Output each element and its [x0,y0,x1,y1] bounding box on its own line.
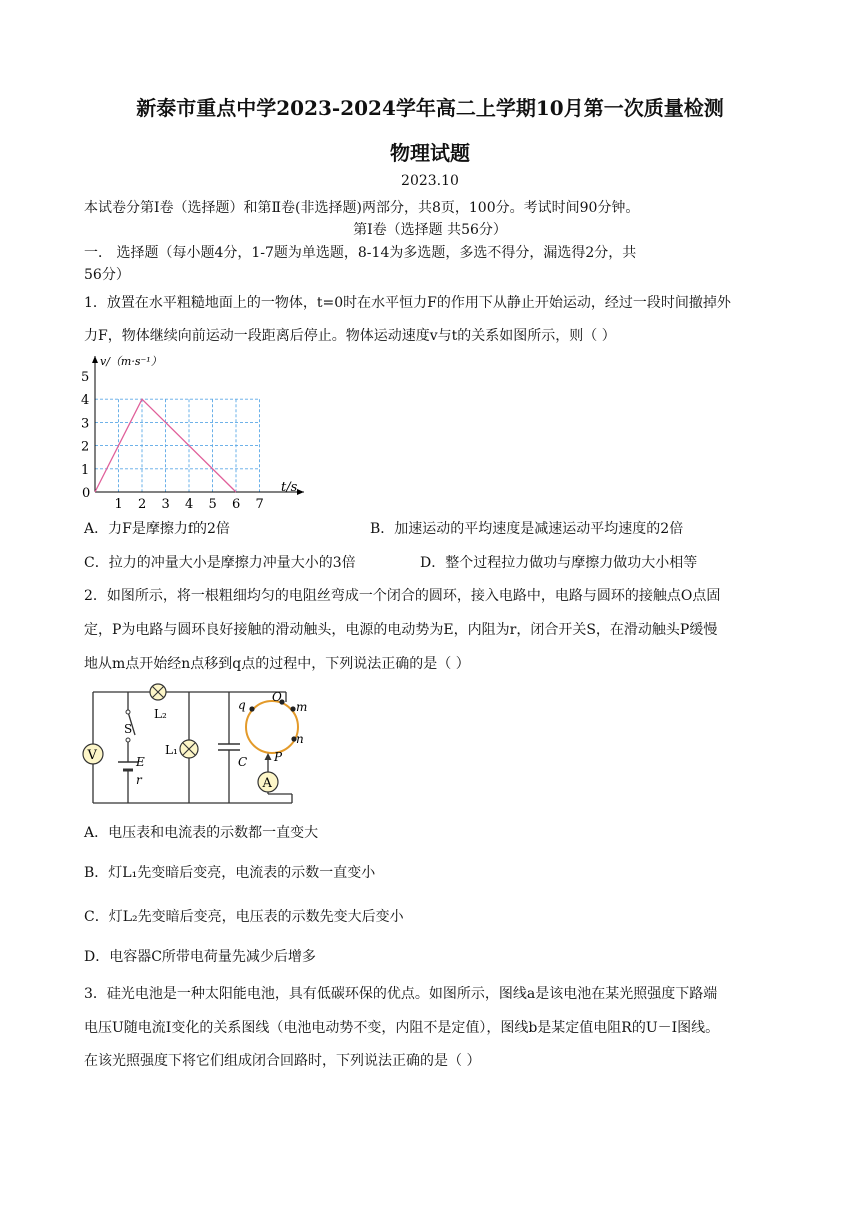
q3-stem-line3: 在该光照强度下将它们组成闭合回路时，下列说法正确的是（ ） [84,1053,481,1069]
q2-stem-line3: 地从m点开始经n点移到q点的过程中，下列说法正确的是（ ） [84,656,470,672]
q3-stem-line2: 电压U随电流I变化的关系图线（电池电动势不变，内阻不是定值），图线b是某定值电阻R的U－I图线。 [84,1020,720,1036]
svg-text:m: m [296,700,308,714]
y-tick-label: 4 [81,393,90,409]
q2-stem-line2: 定，P为电路与圆环良好接触的滑动触头，电源的电动势为E，内阻为r，闭合开关S，在滑动触头P缓慢 [84,622,718,638]
x-tick-label: 3 [161,497,170,512]
q2-option-c: C．灯L₂先变暗后变亮，电压表的示数先变大后变小 [84,909,404,925]
subject-title: 物理试题 [390,141,470,165]
svg-text:q: q [238,698,246,712]
q2-option-a: A．电压表和电流表的示数都一直变大 [84,825,319,841]
chart-grid [95,399,260,492]
svg-text:S: S [124,722,133,736]
q1-stem-line1: 1．放置在水平粗糙地面上的一物体，t=0时在水平恒力F的作用下从静止开始运动，经过一段时间撤掉外 [84,295,731,311]
switch-icon [126,710,130,714]
svg-text:O: O [272,690,282,704]
x-tick-label: 4 [185,497,194,512]
q1-option-b: B．加速运动的平均速度是减速运动平均速度的2倍 [370,521,684,537]
part-one-heading: 第Ⅰ卷（选择题 共56分） [353,222,507,238]
y-tick-label: 1 [81,462,90,478]
q2-option-d: D．电容器C所带电荷量先减少后增多 [84,949,316,965]
svg-text:L₁: L₁ [165,743,178,757]
y-axis-arrow [92,356,98,363]
q1-stem-line2: 力F，物体继续向前运动一段距离后停止。物体运动速度v与t的关系如图所示，则（ ） [84,328,616,344]
x-tick-label: 6 [232,497,241,512]
q3-stem-line1: 3．硅光电池是一种太阳能电池，具有低碳环保的优点。如图所示，图线a是该电池在某光照强度下路端 [84,986,718,1002]
y-axis-label: v/（m·s⁻¹） [100,355,162,368]
svg-text:A: A [262,776,272,791]
section-instructions-line2: 56分） [84,267,130,283]
y-tick-label: 5 [81,370,90,385]
q2-stem-line1: 2．如图所示，将一根粗细均匀的电阻丝弯成一个闭合的圆环，接入电路中，电路与圆环的接触点O点固 [84,588,721,604]
x-tick-label: 1 [114,497,123,512]
point-m-icon [290,706,295,711]
origin-label: 0 [82,486,91,501]
exam-intro: 本试卷分第Ⅰ卷（选择题）和第Ⅱ卷(非选择题)两部分，共8页，100分。考试时间90分钟。 [84,200,640,216]
svg-text:C: C [238,755,248,769]
x-tick-label: 7 [255,497,264,512]
x-axis-arrow [297,489,304,495]
svg-text:P: P [274,750,283,764]
exam-title: 新泰市重点中学2023-2024学年高二上学期10月第一次质量检测 [136,96,724,120]
x-tick-label: 5 [208,497,217,512]
q1-option-d: D．整个过程拉力做功与摩擦力做功大小相等 [420,555,698,571]
q1-option-a: A．力F是摩擦力f的2倍 [84,521,230,537]
x-tick-label: 2 [138,497,147,512]
svg-text:r: r [136,773,142,787]
x-axis-label: t/s [281,480,298,495]
y-tick-label: 2 [81,439,90,455]
q1-option-c: C．拉力的冲量大小是摩擦力冲量大小的3倍 [84,555,356,571]
q2-option-b: B．灯L₁先变暗后变亮，电流表的示数一直变小 [84,865,376,881]
point-q-icon [249,706,254,711]
svg-text:E: E [136,755,145,769]
y-tick-label: 3 [81,416,90,432]
svg-text:n: n [296,732,304,746]
exam-date: 2023.10 [401,173,459,189]
velocity-time-chart [76,350,316,510]
svg-text:L₂: L₂ [154,707,167,721]
section-instructions-line1: 一． 选择题（每小题4分，1-7题为单选题，8-14为多选题，多选不得分，漏选得2分，共 [84,245,637,261]
svg-text:V: V [87,748,97,763]
circuit-diagram [76,678,306,808]
